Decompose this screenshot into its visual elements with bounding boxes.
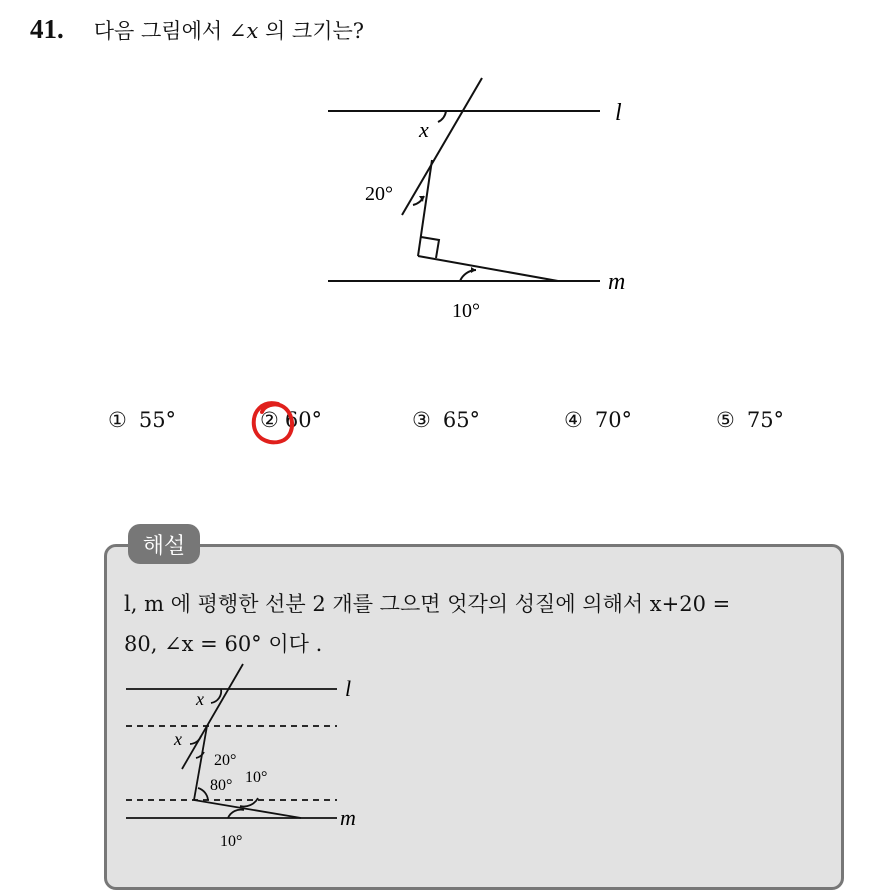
question-text-after: 의 크기는? <box>258 19 365 43</box>
solution-tab: 해설 <box>128 524 200 564</box>
solution-line-2: 80, ∠x = 60° 이다 . <box>124 632 323 656</box>
sol-arc-10-bottom <box>228 810 244 818</box>
sol-arc-x-top <box>211 689 221 703</box>
choice-1-mark: ① <box>108 408 127 432</box>
sol-arc-x-mid <box>190 736 201 744</box>
sol-label-10-bottom: 10° <box>220 833 243 850</box>
sol-segment-lower <box>194 800 301 818</box>
sol-arc-80 <box>198 788 208 800</box>
label-angle-20: 20° <box>365 183 393 205</box>
solution-line-1: l, m 에 평행한 선분 2 개를 그으면 엇각의 성질에 의해서 x+20 = <box>124 592 731 616</box>
choice-2-mark: ② <box>260 408 279 432</box>
label-l: l <box>615 100 622 126</box>
sol-label-m: m <box>340 805 356 830</box>
sol-arc-20 <box>196 752 204 758</box>
choice-3-mark: ③ <box>412 408 431 432</box>
angle-symbol: ∠ <box>228 19 247 43</box>
label-angle-x: x <box>419 117 429 142</box>
label-m: m <box>608 269 626 295</box>
sol-label-l: l <box>345 676 352 701</box>
choice-2-value: 60° <box>284 408 323 432</box>
choice-1-value: 55° <box>138 408 177 432</box>
question-number: 41. <box>30 14 64 44</box>
question-text-before: 다음 그림에서 <box>93 19 229 43</box>
choice-4-mark: ④ <box>564 408 583 432</box>
choice-4-value: 70° <box>594 408 633 432</box>
choice-5-value: 75° <box>746 408 785 432</box>
sol-label-20: 20° <box>214 752 237 769</box>
question-variable: x <box>246 19 259 43</box>
choice-5-mark: ⑤ <box>716 408 735 432</box>
sol-label-80: 80° <box>210 777 233 794</box>
sol-label-x-top: x <box>196 689 204 709</box>
sol-label-x-mid: x <box>174 729 182 749</box>
label-angle-10: 10° <box>452 300 480 322</box>
choice-3-value: 65° <box>442 408 481 432</box>
sol-label-10-mid: 10° <box>245 769 268 786</box>
